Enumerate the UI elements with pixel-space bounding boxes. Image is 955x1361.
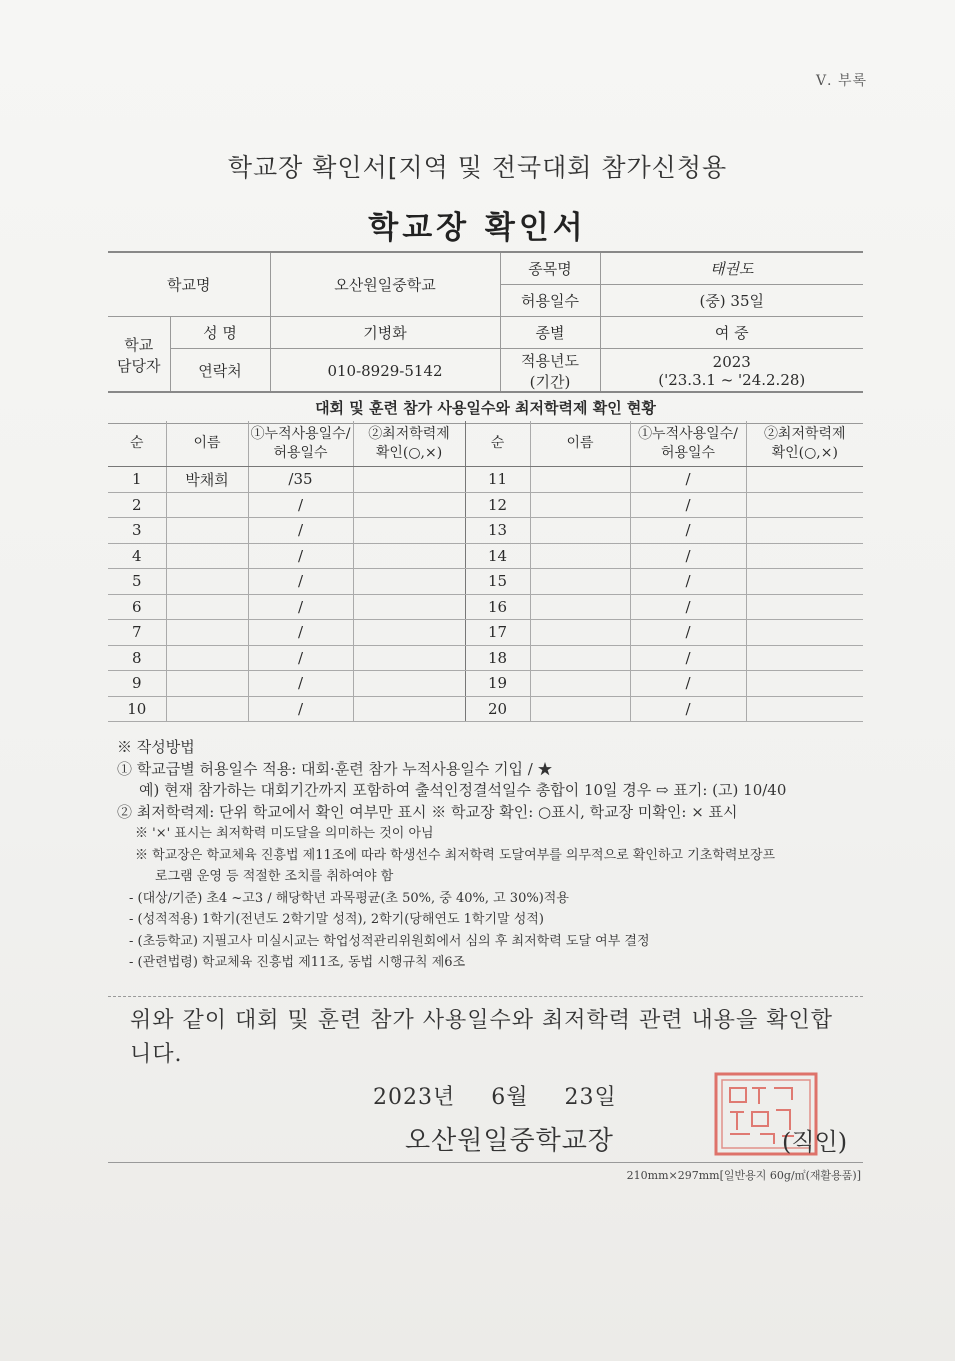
allowed-days-value: (중) 35일: [600, 285, 863, 317]
participants-table: [108, 421, 863, 722]
contact-value: 010-8929-5142: [270, 349, 500, 393]
header-no-left: 순: [108, 421, 166, 467]
row-minimum-right: [746, 569, 863, 595]
row-minimum-right: [746, 645, 863, 671]
header-cumulative-line2: 허용일수: [660, 444, 716, 461]
row-no-left: 2: [108, 492, 166, 518]
row-days-right: /: [630, 620, 746, 646]
row-no-right: 11: [465, 467, 530, 493]
header-minimum-line2: 확인(○,×): [771, 444, 838, 461]
row-days-right: /: [630, 645, 746, 671]
principal-name: 오산원일중학교장: [405, 1126, 614, 1156]
row-no-left: 10: [108, 696, 166, 722]
row-name-left: [166, 645, 248, 671]
row-name-left: [166, 543, 248, 569]
row-no-left: 9: [108, 671, 166, 697]
document-subtitle: 학교장 확인서[지역 및 전국대회 참가신청용: [227, 153, 728, 182]
row-days-left: /: [248, 518, 353, 544]
row-days-left: /: [248, 696, 353, 722]
row-minimum-right: [746, 671, 863, 697]
row-days-left: /: [248, 620, 353, 646]
table-row: [108, 492, 863, 518]
row-days-right: /: [630, 492, 746, 518]
row-minimum-left: [353, 467, 465, 493]
row-days-right: /: [630, 569, 746, 595]
row-minimum-right: [746, 518, 863, 544]
year-value: 2023: [712, 352, 751, 371]
sport-label: 종목명: [500, 252, 600, 285]
year-value-cell: [600, 349, 863, 393]
row-no-right: 13: [465, 518, 530, 544]
header-name-left: 이름: [166, 421, 248, 467]
row-name-right: [530, 696, 630, 722]
row-name-left: [166, 696, 248, 722]
note-1: ① 학교급별 허용일수 적용: 대회·훈련 참가 누적사용일수 기입 / ★: [117, 759, 553, 778]
row-no-left: 8: [108, 645, 166, 671]
year-label: [500, 349, 600, 393]
header-minimum-left: [353, 421, 465, 467]
row-no-left: 7: [108, 620, 166, 646]
table-row: [108, 620, 863, 646]
manager-label-line2: 담당자: [117, 356, 161, 375]
row-days-left: /: [248, 492, 353, 518]
table-row: [108, 671, 863, 697]
year-label-line2: (기간): [529, 372, 571, 391]
note-2: ② 최저학력제: 단위 학교에서 확인 여부만 표시 ※ 학교장 확인: ○표시, 학교장 미확인: × 표시: [117, 802, 738, 821]
year-label-line1: 적용년도: [521, 351, 579, 370]
status-title: 대회 및 훈련 참가 사용일수와 최저학력제 확인 현황: [108, 391, 863, 424]
row-days-right: /: [630, 594, 746, 620]
seal-label: (직인): [782, 1128, 848, 1156]
header-cumulative-left: [248, 421, 353, 467]
category-label: 종별: [500, 317, 600, 349]
row-no-left: 5: [108, 569, 166, 595]
grid-header-row: [108, 421, 863, 467]
category-value: 여 중: [600, 317, 863, 349]
row-name-left: [166, 594, 248, 620]
row-days-right: /: [630, 467, 746, 493]
table-row: [108, 518, 863, 544]
row-name-left: [166, 671, 248, 697]
table-row: [108, 543, 863, 569]
row-name-right: [530, 569, 630, 595]
row-no-right: 20: [465, 696, 530, 722]
table-row: [108, 569, 863, 595]
divider-bottom: [108, 1162, 863, 1163]
table-row: [108, 594, 863, 620]
grid-body: [108, 467, 863, 722]
header-no-right: 순: [465, 421, 530, 467]
row-days-right: /: [630, 671, 746, 697]
note-2-sub1: ※ '×' 표시는 최저학력 미도달을 의미하는 것이 아님: [135, 826, 434, 841]
row-name-right: [530, 620, 630, 646]
row-name-left: [166, 518, 248, 544]
document-title: 학교장 확인서: [368, 210, 587, 246]
row-minimum-left: [353, 671, 465, 697]
row-days-right: /: [630, 696, 746, 722]
row-name-right: [530, 543, 630, 569]
detail-3: - (초등학교) 지필고사 미실시교는 학업성적관리위원회에서 심의 후 최저학력 도달 여부 결정: [129, 933, 650, 949]
table-row: [108, 645, 863, 671]
row-no-left: 3: [108, 518, 166, 544]
row-no-left: 4: [108, 543, 166, 569]
row-minimum-left: [353, 543, 465, 569]
header-minimum-line1: ②최저학력제: [763, 425, 846, 442]
note-2-sub2: ※ 학교장은 학교체육 진흥법 제11조에 따라 학생선수 최저학력 도달여부를 의무적으로 확인하고 기초학력보장프: [135, 847, 776, 863]
issue-date: 2023년 6월 23일: [373, 1085, 617, 1110]
divider-top: [108, 996, 863, 997]
row-minimum-left: [353, 518, 465, 544]
manager-label: [108, 317, 170, 393]
table-row: [108, 467, 863, 493]
row-minimum-right: [746, 492, 863, 518]
row-no-right: 19: [465, 671, 530, 697]
row-name-right: [530, 492, 630, 518]
row-no-right: 18: [465, 645, 530, 671]
row-name-right: [530, 467, 630, 493]
row-minimum-left: [353, 620, 465, 646]
header-minimum-line1: ②최저학력제: [368, 425, 450, 442]
row-no-right: 12: [465, 492, 530, 518]
allowed-days-label: 허용일수: [500, 285, 600, 317]
row-minimum-left: [353, 645, 465, 671]
row-days-left: /: [248, 645, 353, 671]
header-cumulative-line2: 허용일수: [273, 444, 328, 461]
row-no-right: 17: [465, 620, 530, 646]
school-value: 오산원일중학교: [270, 252, 500, 317]
row-name-right: [530, 518, 630, 544]
name-label: 성 명: [170, 317, 270, 349]
name-value: 기병화: [270, 317, 500, 349]
header-cumulative-line1: ①누적사용일수/: [638, 425, 738, 442]
detail-1: - (대상/기준) 초4 ~고3 / 해당학년 과목평균(초 50%, 중 40%, 고 30%)적용: [129, 890, 569, 906]
row-minimum-left: [353, 696, 465, 722]
contact-label: 연락처: [170, 349, 270, 393]
row-name-left: 박채희: [166, 467, 248, 493]
row-name-left: [166, 620, 248, 646]
row-minimum-left: [353, 492, 465, 518]
header-cumulative-right: [630, 421, 746, 467]
note-2-sub2-cont: 로그램 운영 등 적절한 조치를 취하여야 함: [155, 869, 394, 884]
row-minimum-right: [746, 467, 863, 493]
table-row: [108, 696, 863, 722]
detail-2: - (성적적용) 1학기(전년도 2학기말 성적), 2학기(당해연도 1학기말 성적): [129, 912, 544, 927]
confirmation-text: 위와 같이 대회 및 훈련 참가 사용일수와 최저학력 관련 내용을 확인합니다.: [130, 1008, 833, 1067]
paper-spec: 210mm×297mm[일반용지 60g/㎡(재활용품)]: [626, 1169, 861, 1182]
row-minimum-left: [353, 594, 465, 620]
row-minimum-right: [746, 696, 863, 722]
instructions: [117, 737, 877, 974]
row-no-right: 15: [465, 569, 530, 595]
appendix-label: Ⅴ. 부록: [815, 73, 867, 89]
row-name-left: [166, 492, 248, 518]
row-days-left: /35: [248, 467, 353, 493]
header-minimum-right: [746, 421, 863, 467]
row-minimum-right: [746, 594, 863, 620]
row-name-left: [166, 569, 248, 595]
header-minimum-line2: 확인(○,×): [375, 444, 443, 461]
row-days-left: /: [248, 671, 353, 697]
row-days-right: /: [630, 518, 746, 544]
row-days-right: /: [630, 543, 746, 569]
row-no-left: 1: [108, 467, 166, 493]
sport-value: 태권도: [600, 252, 863, 285]
school-label: 학교명: [108, 252, 270, 317]
row-no-right: 14: [465, 543, 530, 569]
row-no-right: 16: [465, 594, 530, 620]
row-name-right: [530, 645, 630, 671]
row-days-left: /: [248, 543, 353, 569]
period-value: ('23.3.1 ~ '24.2.28): [658, 370, 806, 389]
notes-heading: ※ 작성방법: [117, 738, 195, 756]
detail-4: - (관련법령) 학교체육 진흥법 제11조, 동법 시행규칙 제6조: [129, 955, 466, 970]
row-name-right: [530, 671, 630, 697]
header-name-right: 이름: [530, 421, 630, 467]
note-1-example: 예) 현재 참가하는 대회기간까지 포함하여 출석인정결석일수 총합이 10일 경우 ⇨ 표기: (고) 10/40: [139, 781, 787, 799]
row-days-left: /: [248, 569, 353, 595]
row-days-left: /: [248, 594, 353, 620]
row-minimum-right: [746, 543, 863, 569]
header-cumulative-line1: ①누적사용일수/: [250, 425, 351, 442]
row-name-right: [530, 594, 630, 620]
row-minimum-left: [353, 569, 465, 595]
row-minimum-right: [746, 620, 863, 646]
manager-label-line1: 학교: [124, 335, 154, 354]
row-no-left: 6: [108, 594, 166, 620]
info-table: [108, 251, 863, 393]
